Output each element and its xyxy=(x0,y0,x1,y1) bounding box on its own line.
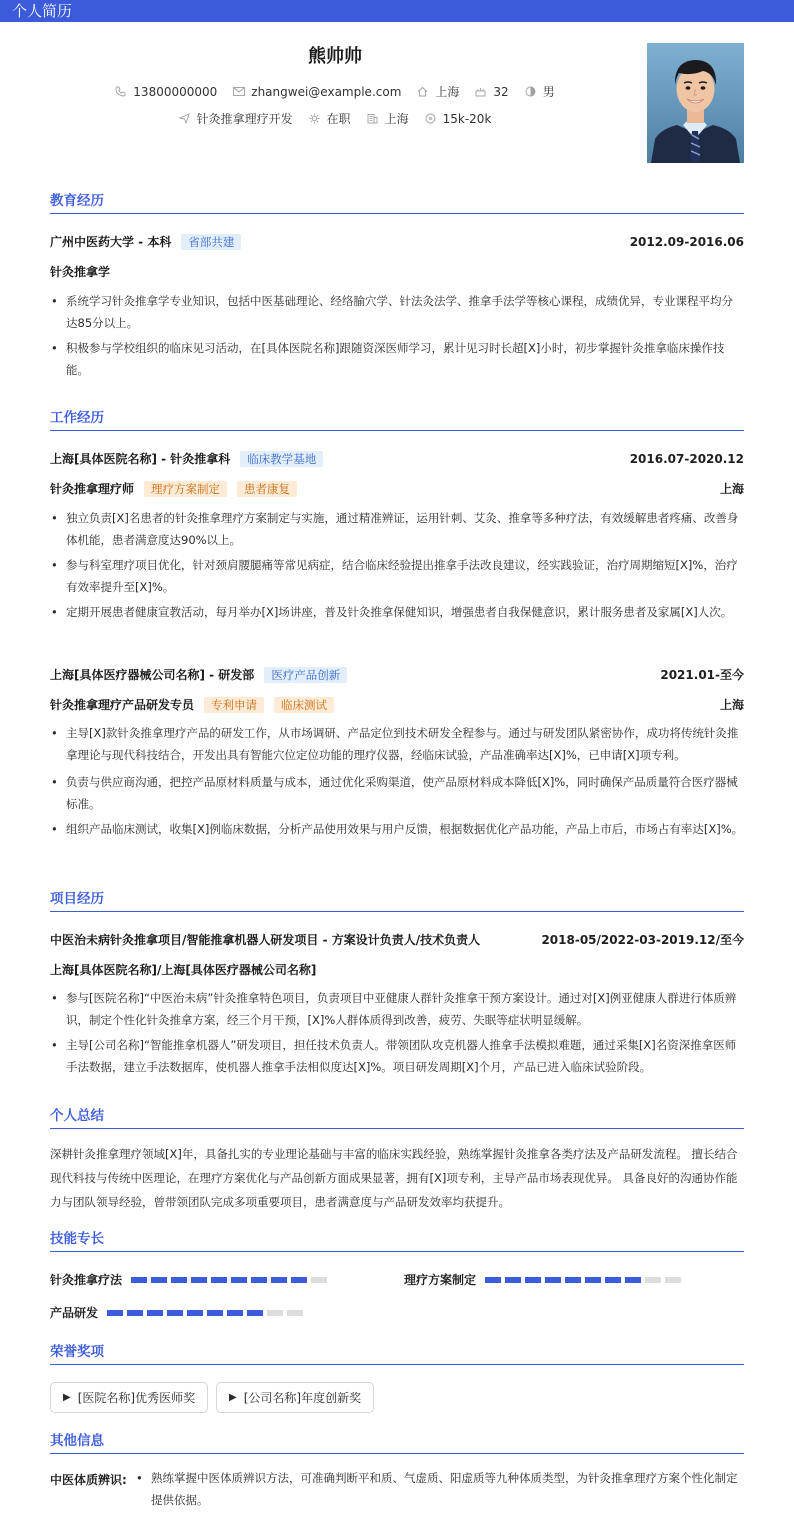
skill-level-segment xyxy=(247,1310,263,1316)
work-2-company: 上海[具体医疗器械公司名称] - 研发部 xyxy=(50,668,255,682)
work-2-date: 2021.01-至今 xyxy=(660,668,744,682)
skill-level-segment xyxy=(131,1277,147,1283)
page-header-bar xyxy=(0,0,794,22)
award-item[interactable] xyxy=(50,1382,208,1413)
salary-item xyxy=(425,112,492,126)
other-label: 中医体质辨识: xyxy=(50,1473,127,1487)
skill-level-segment xyxy=(287,1310,303,1316)
education-tag: 省部共建 xyxy=(181,234,241,250)
work-1-company: 上海[具体医院名称] - 针灸推拿科 xyxy=(50,452,231,466)
skill-level-segment xyxy=(485,1277,501,1283)
list-item: • 组织产品临床测试，收集[X]例临床数据，分析产品使用效果与用户反馈，根据数据优化产品功能，产品上市后，市场占有率达[X]%。 xyxy=(50,818,744,840)
work-1-role: 针灸推拿理疗师 xyxy=(50,482,135,496)
project-org-line xyxy=(50,961,744,978)
section-title-project: 项目经历 xyxy=(50,890,744,912)
play-triangle-icon: ▶ xyxy=(229,1392,237,1403)
phone-item xyxy=(115,85,217,99)
education-header xyxy=(50,233,744,250)
skill-level-segment xyxy=(147,1310,163,1316)
skill-level-segment xyxy=(207,1310,223,1316)
list-item: • 定期开展患者健康宣教活动，每月举办[X]场讲座，普及针灸推拿保健知识，增强患者自我保健意识，累计服务患者及家属[X]人次。 xyxy=(50,601,744,623)
list-item: • 独立负责[X]名患者的针灸推拿理疗方案制定与实施，通过精准辨证，运用针刺、艾灸、推拿等多种疗法，有效缓解患者疼痛、改善身体机能，患者满意度达90%以上。 xyxy=(50,507,744,551)
age-item xyxy=(475,85,508,99)
skill-name: 针灸推拿疗法 xyxy=(50,1273,123,1287)
skill-level-segment xyxy=(127,1310,143,1316)
skill-level-segment xyxy=(251,1277,267,1283)
list-item: • 主导[公司名称]“智能推拿机器人”研发项目，担任技术负责人。带领团队攻克机器人推拿手法模拟难题，通过采集[X]名资深推拿医师手法数据，建立手法数据库，使机器人推拿手法相似度达[X]%。项目研发周期[X]个月，产品已进入临床试验阶段。 xyxy=(50,1034,744,1078)
skill-level-segment xyxy=(187,1310,203,1316)
page-header-title: 个人简历 xyxy=(12,2,73,20)
work-1-header xyxy=(50,450,744,467)
section-title-awards: 荣誉奖项 xyxy=(50,1343,744,1365)
list-item: • 参与科室理疗项目优化，针对颈肩腰腿痛等常见病症，结合临床经验提出推拿手法改良建议，经实践验证，治疗周期缩短[X]%，治疗有效率提升至[X]%。 xyxy=(50,554,744,598)
section-title-summary: 个人总结 xyxy=(50,1107,744,1129)
summary-text: 深耕针灸推拿理疗领域[X]年，具备扎实的专业理论基础与丰富的临床实践经验，熟练掌握针灸推拿各类疗法及产品研发流程。 擅长结合现代科技与传统中医理论，在理疗方案优化与产品创新方面成果显著，拥有[X]项专利，主导产品市场表现优异。 具备良好的沟通协作能力与团队领导经验，曾带领团队完成多项重要项目，患者满意度与产品研发效率均获提升。 xyxy=(50,1147,738,1209)
building-icon xyxy=(367,113,378,124)
home-icon xyxy=(417,86,428,97)
skill-level-segment xyxy=(585,1277,601,1283)
list-item: • 系统学习针灸推拿学专业知识，包括中医基础理论、经络腧穴学、针法灸法学、推拿手法学等核心课程，成绩优异，专业课程平均分达85分以上。 xyxy=(50,290,744,334)
section-title-work: 工作经历 xyxy=(50,409,744,431)
gender-icon xyxy=(525,86,536,97)
age-text: 32 xyxy=(493,84,509,99)
work-1-role-tag: 理疗方案制定 xyxy=(144,481,227,497)
skill-level-segment xyxy=(227,1310,243,1316)
status-text: 在职 xyxy=(326,112,351,126)
location-text: 上海 xyxy=(435,85,460,99)
skill-level-segment xyxy=(625,1277,641,1283)
work-2-role-tag: 临床测试 xyxy=(274,697,334,713)
work-2-role: 针灸推拿理疗产品研发专员 xyxy=(50,698,195,712)
work-1-role-line xyxy=(50,480,744,497)
skill-level-segment xyxy=(605,1277,621,1283)
email-item xyxy=(233,85,401,99)
profile-photo xyxy=(647,43,744,163)
coin-icon xyxy=(425,113,436,124)
skill-level-segment xyxy=(311,1277,327,1283)
award-label: [医院名称]优秀医师奖 xyxy=(77,1391,196,1405)
work-2-location: 上海 xyxy=(719,698,744,712)
skill-level-segment xyxy=(231,1277,247,1283)
skill-level-segment xyxy=(505,1277,521,1283)
gender-item xyxy=(525,83,555,100)
skill-level-segment xyxy=(545,1277,561,1283)
education-major-line xyxy=(50,263,744,280)
project-date: 2018-05/2022-03-2019.12/至今 xyxy=(541,933,744,947)
mail-icon xyxy=(233,86,244,97)
gender-text: 男 xyxy=(542,85,555,99)
list-item: • 负责与供应商沟通，把控产品原材料质量与成本，通过优化采购渠道，使产品原材料成本降低[X]%，同时确保产品质量符合医疗器械标准。 xyxy=(50,771,744,815)
skill-level-segment xyxy=(107,1310,123,1316)
project-title: 中医治未病针灸推拿项目/智能推拿机器人研发项目 - 方案设计负责人/技术负责人 xyxy=(50,933,481,947)
education-school: 广州中医药大学 - 本科 xyxy=(50,235,172,249)
work-1-location: 上海 xyxy=(719,482,744,496)
status-item xyxy=(309,110,351,127)
skill-item xyxy=(50,1304,307,1321)
work-2-role-tag: 专利申请 xyxy=(204,697,264,713)
skill-name: 理疗方案制定 xyxy=(404,1273,477,1287)
section-title-education: 教育经历 xyxy=(50,192,744,214)
project-org: 上海[具体医院名称]/上海[具体医疗器械公司名称] xyxy=(50,963,317,977)
other-text: • 熟练掌握中医体质辨识方法，可准确判断平和质、气虚质、阳虚质等九种体质类型，为针灸推拿理疗方案个性化制定提供依据。 xyxy=(135,1467,744,1511)
skill-level-bar xyxy=(107,1310,307,1316)
section-title-skills: 技能专长 xyxy=(50,1230,744,1252)
work-2-tag: 医疗产品创新 xyxy=(264,667,347,683)
list-item: • 参与[医院名称]“中医治未病”针灸推拿特色项目，负责项目中亚健康人群针灸推拿干预方案设计。通过对[X]例亚健康人群进行体质辨识，制定个性化针灸推拿方案，经三个月干预，[X]%人群体质得到改善，疲劳、失眠等症状明显缓解。 xyxy=(50,987,744,1031)
project-header xyxy=(50,931,744,948)
award-label: [公司名称]年度创新奖 xyxy=(243,1391,362,1405)
work-1-date: 2016.07-2020.12 xyxy=(629,451,744,466)
skill-item xyxy=(50,1271,331,1288)
location-item xyxy=(417,83,459,100)
skill-item xyxy=(404,1271,685,1288)
skill-level-segment xyxy=(271,1277,287,1283)
salary-text: 15k-20k xyxy=(442,111,492,126)
cake-icon xyxy=(475,86,486,97)
education-major: 针灸推拿学 xyxy=(50,265,111,279)
skill-level-segment xyxy=(525,1277,541,1283)
award-item[interactable] xyxy=(216,1382,374,1413)
phone-icon xyxy=(115,86,126,97)
work-2-header xyxy=(50,666,744,683)
skill-level-bar xyxy=(131,1277,331,1283)
job-intent-row xyxy=(0,110,670,127)
education-date: 2012.09-2016.06 xyxy=(629,234,744,249)
list-item: • 主导[X]款针灸推拿理疗产品的研发工作，从市场调研、产品定位到技术研发全程参与。通过与研发团队紧密协作，成功将传统针灸推拿理论与现代科技结合，开发出具有智能穴位定位功能的理疗仪器，经临床试验，产品准确率达[X]%，已申请[X]项专利。 xyxy=(50,722,744,766)
city-text: 上海 xyxy=(384,112,409,126)
skill-level-segment xyxy=(167,1310,183,1316)
skill-name: 产品研发 xyxy=(50,1306,99,1320)
work-1-role-tag: 患者康复 xyxy=(237,481,297,497)
work-1-tag: 临床教学基地 xyxy=(240,451,323,467)
phone-text: 13800000000 xyxy=(133,84,218,99)
list-item: • 积极参与学校组织的临床见习活动，在[具体医院名称]跟随资深医师学习，累计见习时长超[X]小时，初步掌握针灸推拿临床操作技能。 xyxy=(50,337,744,381)
city-item xyxy=(367,110,409,127)
skill-level-segment xyxy=(565,1277,581,1283)
contact-row xyxy=(0,83,670,100)
skill-level-segment xyxy=(211,1277,227,1283)
job-target-item xyxy=(179,110,293,127)
work-2-role-line xyxy=(50,696,744,713)
skill-level-segment xyxy=(267,1310,283,1316)
send-icon xyxy=(179,113,190,124)
play-triangle-icon: ▶ xyxy=(63,1392,71,1403)
skill-level-bar xyxy=(485,1277,685,1283)
skill-level-segment xyxy=(151,1277,167,1283)
skill-level-segment xyxy=(645,1277,661,1283)
section-title-other: 其他信息 xyxy=(50,1432,744,1454)
status-icon xyxy=(309,113,320,124)
skill-level-segment xyxy=(171,1277,187,1283)
email-text: zhangwei@example.com xyxy=(251,84,402,99)
skill-level-segment xyxy=(191,1277,207,1283)
profile-name: 熊帅帅 xyxy=(308,46,362,67)
skill-level-segment xyxy=(291,1277,307,1283)
job-target-text: 针灸推拿理疗开发 xyxy=(196,112,293,126)
skill-level-segment xyxy=(665,1277,681,1283)
